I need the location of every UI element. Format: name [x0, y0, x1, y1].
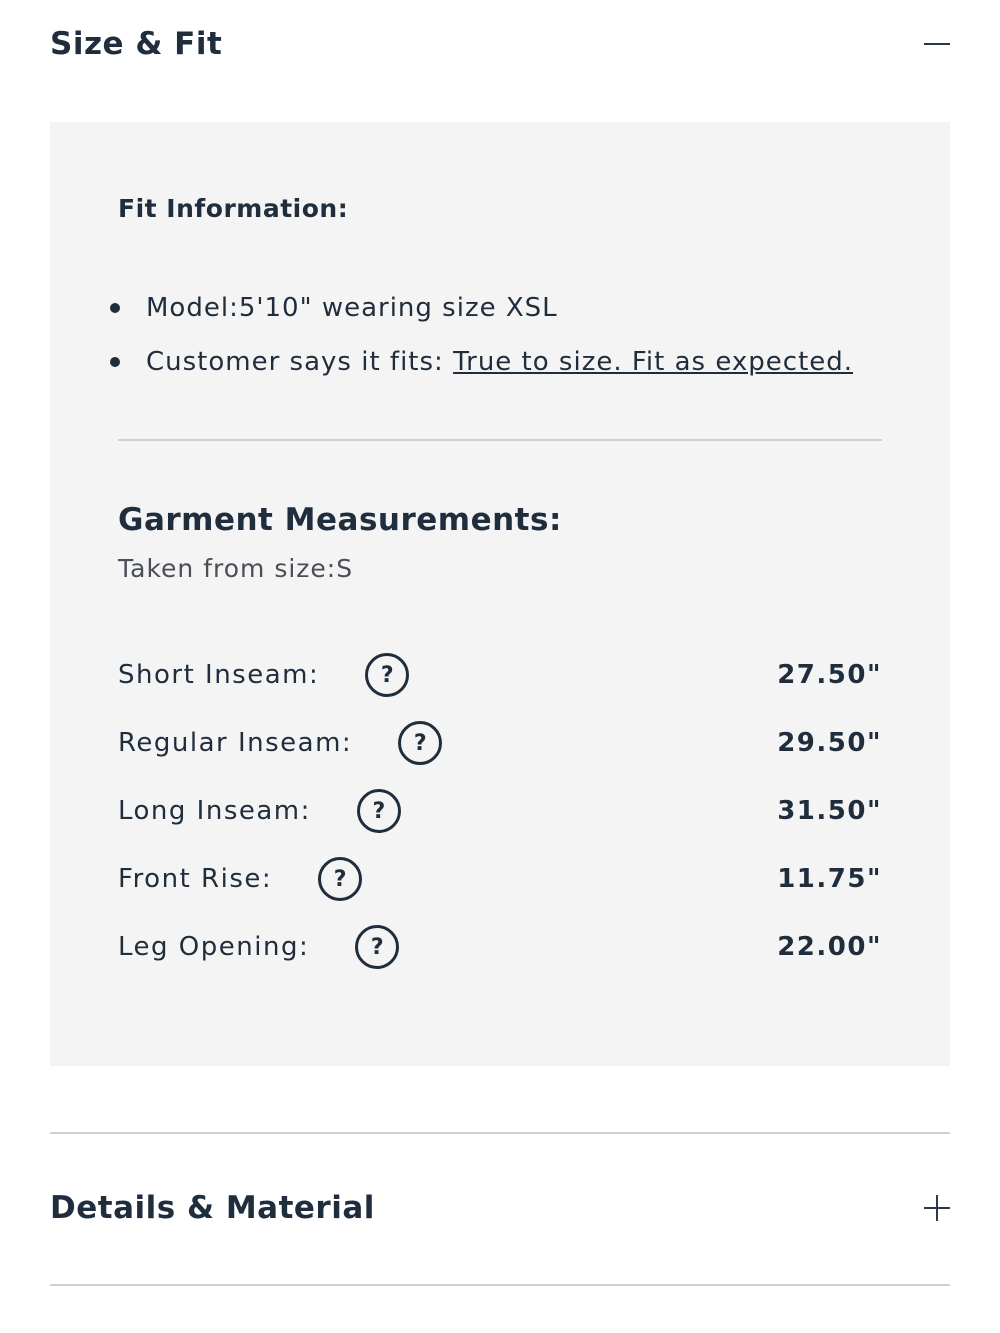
- measurement-label: Regular Inseam:: [118, 728, 353, 758]
- measurement-row-regular-inseam: [118, 718, 882, 768]
- minus-icon[interactable]: [924, 31, 950, 57]
- help-icon[interactable]: ?: [318, 857, 362, 901]
- measurement-value: 27.50": [777, 660, 882, 690]
- measurement-value: 22.00": [777, 932, 882, 962]
- size-fit-title: Size & Fit: [50, 26, 223, 62]
- measurement-value: 31.50": [777, 796, 882, 826]
- model-text: Model:5'10" wearing size XSL: [146, 293, 558, 323]
- details-material-accordion-header[interactable]: [50, 1186, 950, 1230]
- measurement-row-long-inseam: [118, 786, 882, 836]
- measurement-value: 29.50": [777, 728, 882, 758]
- measurement-value: 11.75": [777, 864, 882, 894]
- details-material-title: Details & Material: [50, 1190, 375, 1226]
- measurement-label: Long Inseam:: [118, 796, 311, 826]
- measurement-label: Leg Opening:: [118, 932, 310, 962]
- customer-fit-prefix: Customer says it fits:: [146, 347, 444, 377]
- measurement-label: Short Inseam:: [118, 660, 320, 690]
- bullet-icon: [110, 357, 120, 367]
- list-item-model: [110, 288, 853, 342]
- help-icon[interactable]: ?: [365, 653, 409, 697]
- bullet-icon: [110, 303, 120, 313]
- divider: [118, 439, 882, 441]
- help-icon[interactable]: ?: [398, 721, 442, 765]
- plus-icon[interactable]: [924, 1195, 950, 1221]
- customer-fit-link[interactable]: True to size. Fit as expected.: [453, 347, 854, 377]
- measurement-label: Front Rise:: [118, 864, 273, 894]
- measurement-row-short-inseam: [118, 650, 882, 700]
- garment-measurements-title: Garment Measurements:: [118, 502, 562, 538]
- fit-information-title: Fit Information:: [118, 194, 349, 223]
- help-icon[interactable]: ?: [357, 789, 401, 833]
- size-fit-accordion-header[interactable]: [50, 22, 950, 66]
- help-icon[interactable]: ?: [355, 925, 399, 969]
- measurement-row-front-rise: [118, 854, 882, 904]
- size-fit-panel: [50, 122, 950, 1066]
- measurement-row-leg-opening: [118, 922, 882, 972]
- fit-information-list: [110, 288, 853, 396]
- divider: [50, 1132, 950, 1134]
- list-item-customer-fit: [110, 342, 853, 396]
- garment-measurements-subtitle: Taken from size:S: [118, 554, 354, 583]
- divider: [50, 1284, 950, 1286]
